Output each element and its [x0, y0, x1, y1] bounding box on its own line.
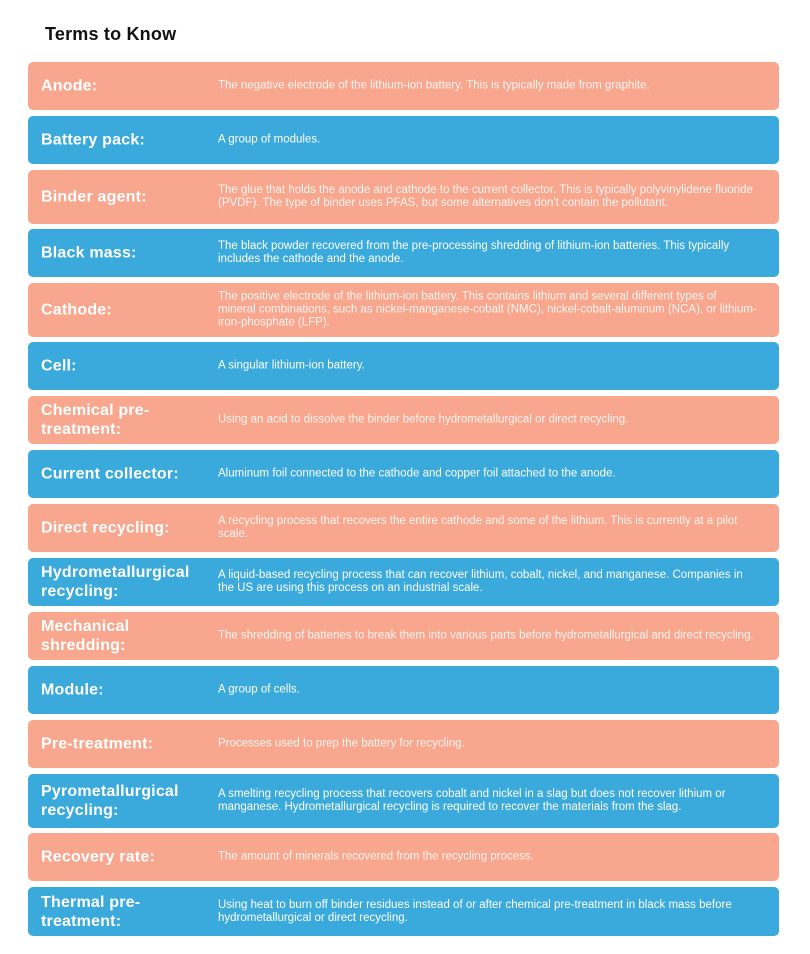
term-row-module	[28, 666, 779, 714]
term-definition: The amount of minerals recovered from the recycling process.	[218, 850, 534, 863]
term-name: Thermal pre-treatment:	[41, 893, 141, 930]
term-definition: A group of modules.	[218, 133, 321, 146]
term-row-chemical-pre-treatment	[28, 396, 779, 444]
term-definition: The shredding of batteries to break them into various parts before hydrometallurgical and direct recycling.	[218, 629, 754, 642]
term-definition: The black powder recovered from the pre-processing shredding of lithium-ion batteries. This typically includes the cathode and the anode.	[218, 240, 730, 265]
term-definition: A group of cells.	[218, 683, 300, 696]
term-row-mechanical-shredding	[28, 612, 779, 660]
term-name: Cell:	[41, 357, 77, 375]
page-title: Terms to Know	[45, 24, 177, 44]
term-definition: Processes used to prep the battery for recycling.	[218, 737, 465, 750]
term-row-current-collector	[28, 450, 779, 498]
term-row-pre-treatment	[28, 720, 779, 768]
term-row-direct-recycling	[28, 504, 779, 552]
term-name: Anode:	[41, 77, 98, 95]
term-row-pyrometallurgical-recycling	[28, 774, 779, 828]
term-row-cell	[28, 342, 779, 390]
term-row-hydrometallurgical-recycling	[28, 558, 779, 606]
term-name: Binder agent:	[41, 188, 147, 206]
term-row-battery-pack	[28, 116, 779, 164]
term-definition: Using heat to burn off binder residues instead of or after chemical pre-treatment in black mass before hydrometallurgical or direct recycling.	[218, 898, 732, 924]
term-definition: A recycling process that recovers the entire cathode and some of the lithium. This is currently at a pilot scale.	[218, 515, 738, 540]
term-name: Black mass:	[41, 244, 137, 262]
term-row-black-mass	[28, 229, 779, 277]
term-definition: Using an acid to dissolve the binder before hydrometallurgical or direct recycling.	[218, 413, 629, 426]
term-definition: The negative electrode of the lithium-ion battery. This is typically made from graphite.	[218, 79, 650, 92]
term-name: Battery pack:	[41, 131, 145, 149]
term-definition: A liquid-based recycling process that can recover lithium, cobalt, nickel, and manganese. Companies in the US are using this process on an industrial scale.	[218, 569, 743, 594]
term-name: Direct recycling:	[41, 519, 170, 537]
term-name: Mechanical shredding:	[41, 618, 130, 654]
term-name: Recovery rate:	[41, 848, 155, 866]
term-row-binder-agent	[28, 170, 779, 224]
term-definition: The positive electrode of the lithium-ion battery. This contains lithium and several different types of mineral combinations, such as nickel-manganese-cobalt (NMC), nickel-cobalt-aluminum (NCA), or lithium-iron-phosphate (LFP).	[218, 290, 757, 329]
term-definition: A smelting recycling process that recovers cobalt and nickel in a slag but does not recover lithium or manganese. Hydrometallurgical recycling is required to recover the materials from the slag.	[218, 788, 726, 813]
term-name: Chemical pre-treatment:	[41, 402, 150, 438]
term-row-cathode	[28, 283, 779, 337]
term-name: Module:	[41, 681, 104, 699]
term-definition: The glue that holds the anode and cathode to the current collector. This is typically polyvinylidene fluoride (PVDF). The type of binder uses PFAS, but some alternatives don't contain the pollutant.	[218, 184, 753, 209]
term-row-thermal-pre-treatment	[28, 887, 779, 936]
term-name: Current collector:	[41, 465, 179, 483]
term-name: Hydrometallurgical recycling:	[41, 564, 190, 600]
term-row-anode	[28, 62, 779, 110]
term-name: Pyrometallurgical recycling:	[41, 783, 179, 819]
term-name: Pre-treatment:	[41, 735, 154, 753]
term-definition: Aluminum foil connected to the cathode and copper foil attached to the anode.	[218, 467, 616, 480]
term-row-recovery-rate	[28, 833, 779, 881]
term-name: Cathode:	[41, 301, 112, 319]
term-definition: A singular lithium-ion battery.	[218, 359, 365, 372]
